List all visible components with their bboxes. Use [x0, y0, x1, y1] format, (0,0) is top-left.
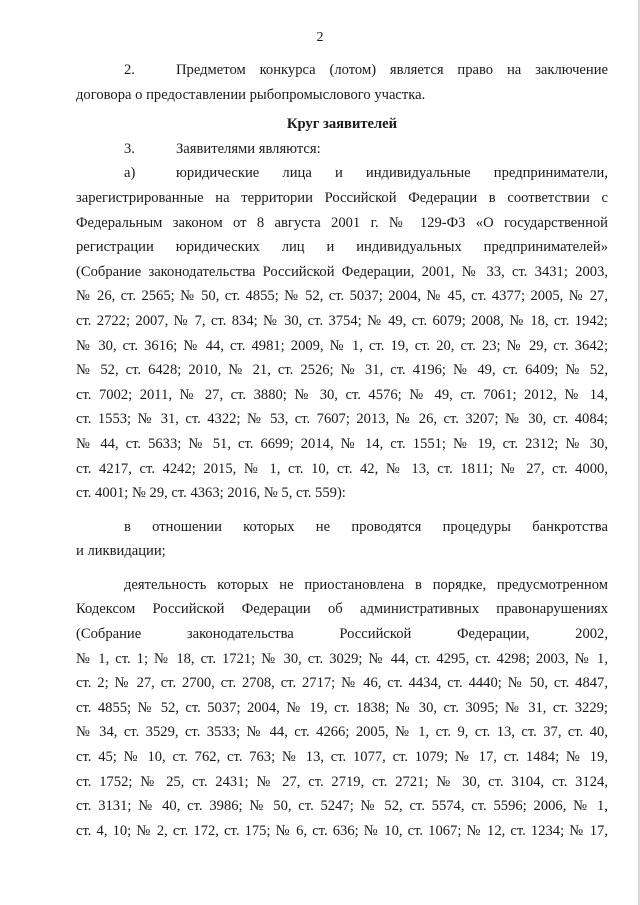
suspended-line: Кодексом Российской Федерации об административных правонарушениях [76, 601, 608, 618]
suspended-line: № 34, ст. 3529, ст. 3533; № 44, ст. 4266; 2005, № 1, ст. 9, ст. 13, ст. 37, ст. 40, [76, 724, 608, 741]
suspended-line: ст. 45; № 10, ст. 762, ст. 763; № 13, ст. 1077, ст. 1079; № 17, ст. 1484; № 19, [76, 749, 608, 766]
item-a-line: № 44, ст. 5633; № 51, ст. 6699; 2014, № 14, ст. 1551; № 19, ст. 2312; № 30, [76, 435, 608, 452]
suspended-line: ст. 4855; № 52, ст. 5037; 2004, № 19, ст. 1838; № 30, ст. 3095; № 31, ст. 3229; [76, 699, 608, 716]
suspended-line: ст. 1752; № 25, ст. 2431; № 27, ст. 2719, ст. 2721; № 30, ст. 3104, ст. 3124, [76, 773, 608, 790]
item-a-line: Федеральным законом от 8 августа 2001 г. № 129-ФЗ «О государственной [76, 214, 608, 231]
item-a-line: ст. 4001; № 29, ст. 4363; 2016, № 5, ст. 559): [76, 485, 346, 502]
suspended-line: ст. 2; № 27, ст. 2700, ст. 2708, ст. 2717; № 46, ст. 4434, ст. 4440; № 50, ст. 4847, [76, 675, 608, 692]
item-a-line: юридические лица и индивидуальные предприниматели, [176, 165, 608, 182]
item-a-first-line [76, 161, 608, 186]
item-a-line: ст. 4217, ст. 4242; 2015, № 1, ст. 10, ст. 42, № 13, ст. 1811; № 27, ст. 4000, [76, 460, 608, 477]
item-a-line: регистрации юридических лиц и индивидуальных предпринимателей» [76, 239, 608, 256]
item-a-line: ст. 7002; 2011, № 27, ст. 3880; № 30, ст. 4576; № 49, ст. 7061; 2012, № 14, [76, 386, 608, 403]
section-3-line [76, 137, 608, 162]
section-2-text: Предметом конкурса (лотом) является право на заключение [176, 62, 608, 78]
section-heading: Круг заявителей [286, 116, 398, 133]
document-body [76, 58, 608, 843]
item-a-line: зарегистрированные на территории Российской Федерации в соответствии с [76, 189, 608, 206]
suspended-line: (Собрание законодательства Российской Федерации, 2002, [76, 626, 608, 643]
suspended-line: № 1, ст. 1; № 18, ст. 1721; № 30, ст. 3029; № 44, ст. 4295, ст. 4298; 2003, № 1, [76, 650, 608, 667]
bankruptcy-line: в отношении которых не проводятся процедуры банкротства [124, 518, 608, 535]
item-a-marker: а) [124, 165, 136, 182]
suspended-line: ст. 3131; № 40, ст. 3986; № 50, ст. 5247; № 52, ст. 5574, ст. 5596; 2006, № 1, [76, 798, 608, 815]
suspended-line: ст. 4, 10; № 2, ст. 172, ст. 175; № 6, ст. 636; № 10, ст. 1067; № 12, ст. 1234; № 17, [76, 822, 608, 839]
page-number: 2 [316, 30, 324, 45]
bankruptcy-line: и ликвидации; [76, 543, 166, 560]
item-a-line: № 26, ст. 2565; № 50, ст. 4855; № 52, ст. 5037; 2004, № 45, ст. 4377; 2005, № 27, [76, 288, 608, 305]
item-a-line: (Собрание законодательства Российской Федерации, 2001, № 33, ст. 3431; 2003, [76, 263, 608, 280]
item-a-line: ст. 2722; 2007, № 7, ст. 834; № 30, ст. 3754; № 49, ст. 6079; 2008, № 18, ст. 1942; [76, 312, 608, 329]
suspended-line: деятельность которых не приостановлена в порядке, предусмотренном [124, 576, 608, 593]
section-3-text: Заявителями являются: [176, 140, 321, 157]
section-3-number: 3. [124, 140, 135, 157]
section-2-number: 2. [124, 62, 135, 78]
item-a-line: № 30, ст. 3616; № 44, ст. 4981; 2009, № 1, ст. 19, ст. 20, ст. 23; № 29, ст. 3642; [76, 337, 608, 354]
item-a-line: № 52, ст. 6428; 2010, № 21, ст. 2526; № 31, ст. 4196; № 49, ст. 6409; № 52, [76, 362, 608, 379]
section-2-continuation: договора о предоставлении рыбопромыслового участка. [76, 86, 426, 103]
section-2-first-line [76, 58, 608, 83]
item-a-line: ст. 1553; № 31, ст. 4322; № 53, ст. 7607; 2013, № 26, ст. 3207; № 30, ст. 4084; [76, 411, 608, 428]
